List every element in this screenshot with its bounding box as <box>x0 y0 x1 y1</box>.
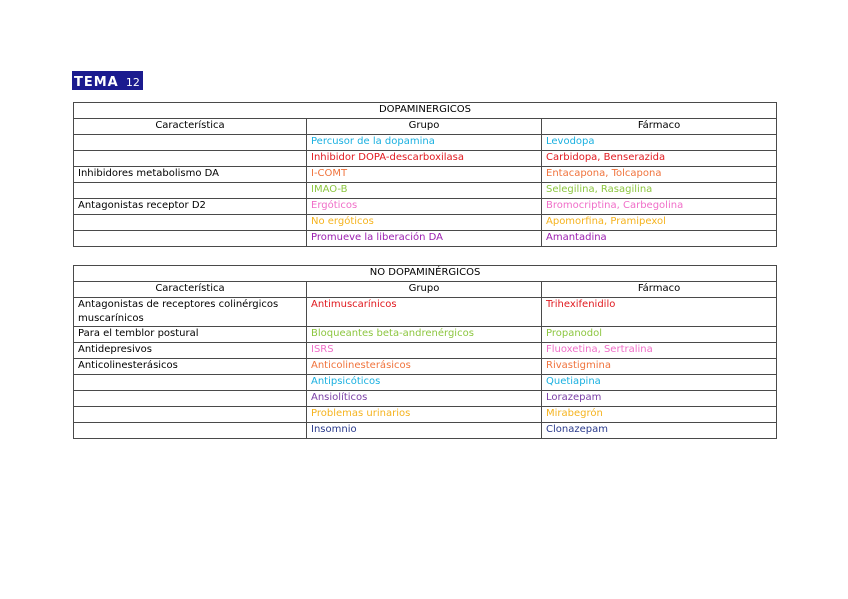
caracteristica-cell: Inhibidores metabolismo DA <box>74 167 307 183</box>
table-row <box>74 407 777 423</box>
farmaco-cell: Lorazepam <box>542 391 777 407</box>
table-row <box>74 167 777 183</box>
caracteristica-cell <box>74 183 307 199</box>
no-dopaminergicos-table <box>73 265 777 439</box>
caracteristica-cell <box>74 215 307 231</box>
grupo-cell: Bloqueantes beta-andrenérgicos <box>307 327 542 343</box>
farmaco-cell: Selegilina, Rasagilina <box>542 183 777 199</box>
table-row <box>74 391 777 407</box>
table-title: NO DOPAMINÉRGICOS <box>74 266 777 282</box>
table-row <box>74 298 777 327</box>
grupo-cell: IMAO-B <box>307 183 542 199</box>
grupo-cell: Anticolinesterásicos <box>307 359 542 375</box>
table-row <box>74 359 777 375</box>
table-row <box>74 423 777 439</box>
farmaco-cell: Fluoxetina, Sertralina <box>542 343 777 359</box>
farmaco-cell: Levodopa <box>542 135 777 151</box>
caracteristica-cell <box>74 375 307 391</box>
caracteristica-cell: Antagonistas receptor D2 <box>74 199 307 215</box>
caracteristica-cell <box>74 391 307 407</box>
grupo-cell: No ergóticos <box>307 215 542 231</box>
caracteristica-cell <box>74 407 307 423</box>
table-row <box>74 327 777 343</box>
tema-title: TEMA <box>74 75 119 90</box>
caracteristica-cell <box>74 135 307 151</box>
table-row <box>74 183 777 199</box>
caracteristica-cell: Antagonistas de receptores colinérgicos muscarínicos <box>74 298 307 327</box>
farmaco-cell: Entacapona, Tolcapona <box>542 167 777 183</box>
caracteristica-cell: Antidepresivos <box>74 343 307 359</box>
column-header-caracteristica: Característica <box>74 282 307 298</box>
farmaco-cell: Propanodol <box>542 327 777 343</box>
tema-number: 12 <box>125 76 140 89</box>
column-header-grupo: Grupo <box>307 282 542 298</box>
dopaminergicos-table <box>73 102 777 247</box>
farmaco-cell: Apomorfina, Pramipexol <box>542 215 777 231</box>
farmaco-cell: Rivastigmina <box>542 359 777 375</box>
caracteristica-cell: Para el temblor postural <box>74 327 307 343</box>
caracteristica-cell <box>74 151 307 167</box>
caracteristica-cell <box>74 423 307 439</box>
table-row <box>74 215 777 231</box>
farmaco-cell: Amantadina <box>542 231 777 247</box>
grupo-cell: Promueve la liberación DA <box>307 231 542 247</box>
grupo-cell: I-COMT <box>307 167 542 183</box>
table-row <box>74 375 777 391</box>
grupo-cell: Ansiolíticos <box>307 391 542 407</box>
grupo-cell: Problemas urinarios <box>307 407 542 423</box>
column-header-caracteristica: Característica <box>74 119 307 135</box>
table-row <box>74 199 777 215</box>
grupo-cell: Inhibidor DOPA-descarboxilasa <box>307 151 542 167</box>
caracteristica-cell <box>74 231 307 247</box>
farmaco-cell: Bromocriptina, Carbegolina <box>542 199 777 215</box>
farmaco-cell: Mirabegrón <box>542 407 777 423</box>
grupo-cell: ISRS <box>307 343 542 359</box>
farmaco-cell: Clonazepam <box>542 423 777 439</box>
grupo-cell: Ergóticos <box>307 199 542 215</box>
table-title: DOPAMINERGICOS <box>74 103 777 119</box>
caracteristica-cell: Anticolinesterásicos <box>74 359 307 375</box>
tema-badge <box>72 71 143 90</box>
table-row <box>74 135 777 151</box>
farmaco-cell: Trihexifenidilo <box>542 298 777 327</box>
column-header-farmaco: Fármaco <box>542 282 777 298</box>
grupo-cell: Antipsicóticos <box>307 375 542 391</box>
column-header-farmaco: Fármaco <box>542 119 777 135</box>
grupo-cell: Antimuscarínicos <box>307 298 542 327</box>
grupo-cell: Insomnio <box>307 423 542 439</box>
table-row <box>74 151 777 167</box>
table-row <box>74 231 777 247</box>
farmaco-cell: Carbidopa, Benserazida <box>542 151 777 167</box>
table-row <box>74 343 777 359</box>
grupo-cell: Percusor de la dopamina <box>307 135 542 151</box>
column-header-grupo: Grupo <box>307 119 542 135</box>
farmaco-cell: Quetiapina <box>542 375 777 391</box>
